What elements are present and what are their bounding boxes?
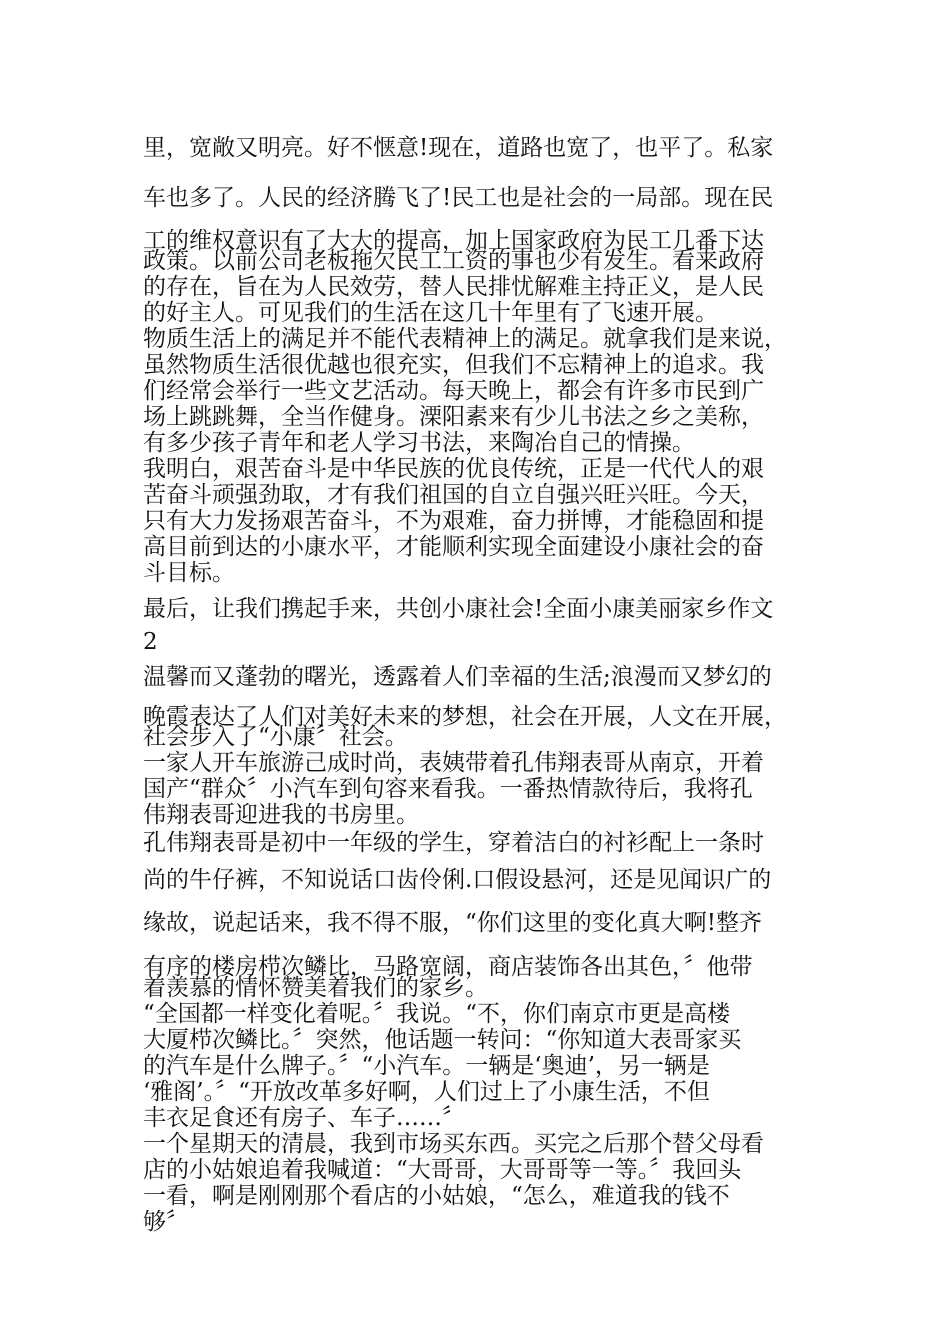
text-line: 斗目标。 [143, 560, 235, 586]
text-line: 虽然物质生活很优越也很充实，但我们不忘精神上的追求。我 [143, 352, 764, 378]
text-line: 丰衣足食还有房子、车子……〞 [143, 1105, 465, 1131]
text-line: 苦奋斗顽强劲取，才有我们祖国的自立自强兴旺兴旺。今天， [143, 482, 764, 508]
text-line: 的好主人。可见我们的生活在这几十年里有了飞速开展。 [143, 300, 718, 326]
text-line: 们经常会举行一些文艺活动。每天晚上，都会有许多市民到广 [143, 378, 764, 404]
text-line: 工的维权意识有了大大的提高，加上国家政府为民工几番下达 [143, 228, 764, 254]
text-line: 温馨而又蓬勃的曙光，透露着人们幸福的生活;浪漫而又梦幻的 [143, 664, 772, 690]
text-line: 尚的牛仔裤，不知说话口齿伶俐.口假设悬河，还是见闻识广的 [143, 867, 772, 893]
text-line: 有序的楼房栉次鳞比，马路宽阔，商店装饰各出其色，〞他带 [143, 954, 753, 980]
text-line: “全国都一样变化着呢。〞我说。“不，你们南京市更是高楼 [143, 1001, 731, 1027]
text-line: 的存在，旨在为人民效劳，替人民排忧解难主持正义，是人民 [143, 274, 764, 300]
text-line: 车也多了。人民的经济腾飞了!民工也是社会的一局部。现在民 [143, 185, 774, 211]
text-line: 场上跳跳舞，全当作健身。溧阳素来有少儿书法之乡之美称， [143, 404, 764, 430]
text-line: 一看，啊是刚刚那个看店的小姑娘，“怎么，难道我的钱不 [143, 1183, 730, 1209]
text-line: 最后，让我们携起手来，共创小康社会!全面小康美丽家乡作文 [143, 596, 774, 622]
text-line: 我明白，艰苦奋斗是中华民族的优良传统，正是一代代人的艰 [143, 456, 764, 482]
text-line: 着羡慕的情怀赞美着我们的家乡。 [143, 975, 488, 1001]
text-line: 店的小姑娘追着我喊道：“大哥哥，大哥哥等一等。〞我回头 [143, 1157, 742, 1183]
text-line: 够〞 [143, 1209, 189, 1235]
text-line: 孔伟翔表哥是初中一年级的学生，穿着洁白的衬衫配上一条时 [143, 830, 764, 856]
text-line: 高目前到达的小康水平，才能顺利实现全面建设小康社会的奋 [143, 534, 764, 560]
text-line: 一家人开车旅游己成时尚，表姨带着孔伟翔表哥从南京，开着 [143, 750, 764, 776]
text-line: 2 [143, 629, 158, 655]
text-line: 有多少孩子青年和老人学习书法，来陶冶自己的情操。 [143, 430, 695, 456]
text-line: 政策。以前公司老板拖欠民工工资的事也少有发生。看来政府 [143, 248, 764, 274]
text-line: ‘雅阁’。〞“开放改革多好啊，人们过上了小康生活，不但 [143, 1079, 710, 1105]
text-line: 物质生活上的满足并不能代表精神上的满足。就拿我们是来说， [143, 326, 787, 352]
text-line: 一个星期天的清晨，我到市场买东西。买完之后那个替父母看 [143, 1131, 764, 1157]
text-line: 社会步入了“小康〞社会。 [143, 724, 408, 750]
text-line: 国产“群众〞小汽车到句容来看我。一番热情款待后，我将孔 [143, 776, 753, 802]
text-line: 里，宽敞又明亮。好不惬意!现在，道路也宽了，也平了。私家 [143, 135, 774, 161]
text-line: 伟翔表哥迎进我的书房里。 [143, 802, 419, 828]
text-line: 缘故，说起话来，我不得不服，“你们这里的变化真大啊!整齐 [143, 910, 763, 936]
text-line: 只有大力发扬艰苦奋斗，不为艰难，奋力拼博，才能稳固和提 [143, 508, 764, 534]
text-line: 的汽车是什么牌子。〞“小汽车。一辆是‘奥迪’，另一辆是 [143, 1053, 710, 1079]
text-line: 晚霞表达了人们对美好未来的梦想，社会在开展，人文在开展， [143, 704, 787, 730]
text-line: 大厦栉次鳞比。〞突然，他话题一转问：“你知道大表哥家买 [143, 1027, 742, 1053]
